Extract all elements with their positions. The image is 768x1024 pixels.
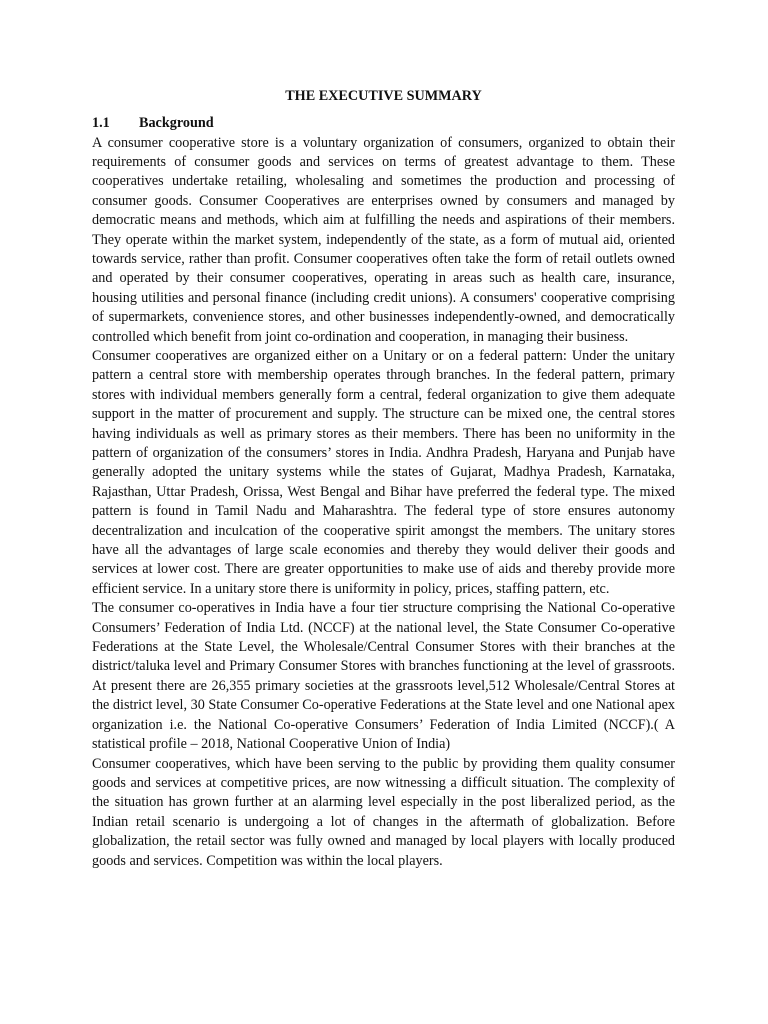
section-heading: [92, 114, 675, 134]
section-title: Background: [139, 115, 214, 131]
document-page: [92, 86, 675, 871]
paragraph-2: Consumer cooperatives are organized either on a Unitary or on a federal pattern: Under the unitary pattern a central store with membership operates through branches. In the federal pattern, primary stores with individual members generally form a central, federal organization to give them adequate support in the matter of procurement and supply. The structure can be mixed one, the central stores having individuals as well as primary stores as their members. There has been no uniformity in the pattern of organization of the consumers’ stores in India. Andhra Pradesh, Haryana and Punjab have generally adopted the unitary systems while the states of Gujarat, Madhya Pradesh, Karnataka, Rajasthan, Uttar Pradesh, Orissa, West Bengal and Bihar have preferred the federal type. The mixed pattern is found in Tamil Nadu and Maharashtra. The federal type of store ensures autonomy decentralization and inculcation of the cooperative spirit amongst the members. The unitary stores have all the advantages of large scale economies and thereby they would deliver their goods and services at lower cost. There are greater opportunities to make use of aids and thereby provide more efficient service. In a unitary store there is uniformity in policy, prices, staffing pattern, etc.: [92, 347, 675, 597]
document-title: THE EXECUTIVE SUMMARY: [285, 88, 482, 104]
paragraph-3: The consumer co-operatives in India have a four tier structure comprising the National Co-operative Consumers’ Federation of India Ltd. (NCCF) at the national level, the State Consumer Co-operative Federations at the State Level, the Wholesale/Central Consumer Stores with their branches at the district/taluka level and Primary Consumer Stores with branches functioning at the level of grassroots. At present there are 26,355 primary societies at the grassroots level,512 Wholesale/Central Stores at the district level, 30 State Consumer Co-operative Federations at the State level and one National apex organization i.e. the National Co-operative Consumers’ Federation of India Limited (NCCF).( A statistical profile – 2018, National Cooperative Union of India): [92, 600, 675, 753]
paragraph-4: Consumer cooperatives, which have been serving to the public by providing them quality consumer goods and services at competitive prices, are now witnessing a difficult situation. The complexity of the situation has grown further at an alarming level especially in the post liberalized period, as the Indian retail scenario is undergoing a lot of changes in the aftermath of globalization. Before globalization, the retail sector was fully owned and managed by local players with locally produced goods and services. Competition was within the local players.: [92, 755, 675, 869]
paragraph-1: A consumer cooperative store is a voluntary organization of consumers, organized to obtain their requirements of consumer goods and services on terms of greatest advantage to them. These cooperatives undertake retailing, wholesaling and sometimes the production and processing of consumer goods. Consumer Cooperatives are enterprises owned by consumers and managed by democratic means and methods, which aim at fulfilling the needs and aspirations of their members. They operate within the market system, independently of the state, as a form of mutual aid, oriented towards service, rather than profit. Consumer cooperatives often take the form of retail outlets owned and operated by their consumer cooperatives, operating in areas such as health care, insurance, housing utilities and personal finance (including credit unions). A consumers' cooperative comprising of supermarkets, convenience stores, and other businesses independently-owned, and democratically controlled which benefit from joint co-ordination and cooperation, in managing their business.: [92, 134, 675, 345]
section-number: 1.1: [92, 115, 110, 131]
